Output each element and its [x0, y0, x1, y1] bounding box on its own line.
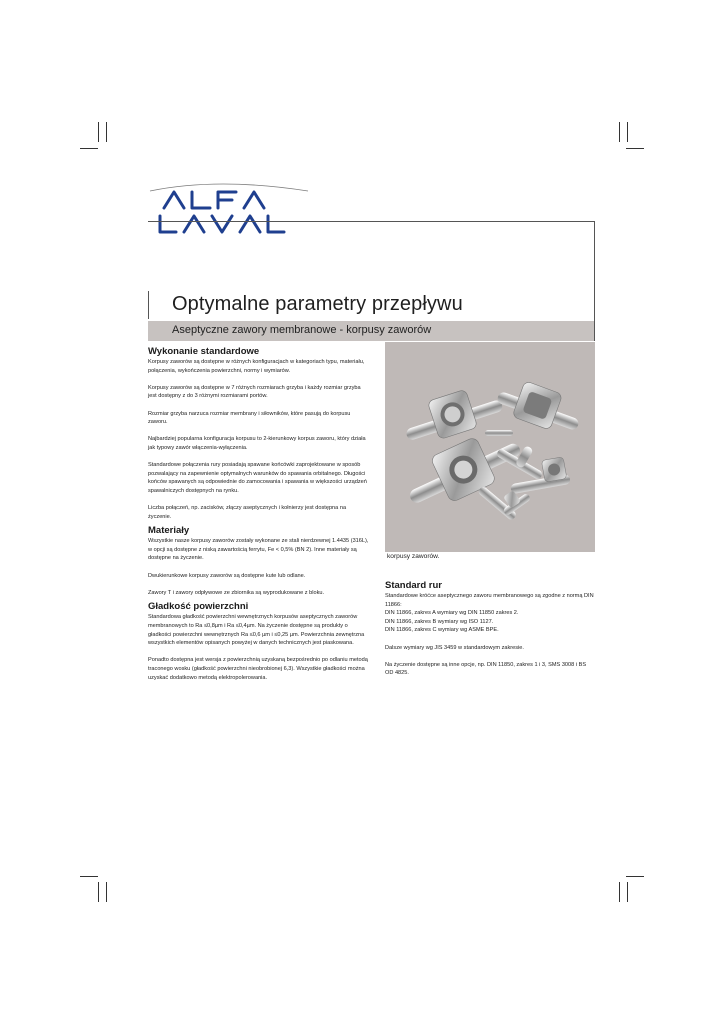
crop-mark	[80, 148, 98, 149]
paragraph: Ponadto dostępna jest wersja z powierzchnią uzyskaną bezpośrednio po odlaniu metodą traconego wosku (gładkość powierzchni nieobrobionej 6,3). Wszystkie gładkości można uzyskać dodatkowo metodą elektropolerowania.	[148, 657, 368, 681]
paragraph: Korpusy zaworów są dostępne w różnych konfiguracjach w kategoriach typu, materiału, połączenia, wykończenia powierzchni, normy i wymiarów.	[148, 359, 365, 374]
section-heading: Materiały	[148, 525, 190, 537]
crop-mark	[619, 882, 620, 902]
section-heading: Wykonanie standardowe	[148, 346, 260, 357]
paragraph: Standardowe połączenia rury posiadają spawane końcówki zaprojektowane w sposób pozwalający na zapewnienie optymalnych warunków do spawania orbitalnego. Długości końców spawanych są odpowiednie do zamocowania i spawania w większości urządzeń spawalniczych dostępnych na rynku.	[148, 462, 367, 494]
page-subtitle: Aseptyczne zawory membranowe - korpusy zaworów	[172, 324, 432, 336]
paragraph: Liczba połączeń, np. zacisków, złączy aseptycznych i kołnierzy jest dostępna na życzenie.	[148, 505, 347, 520]
alfa-laval-logo	[148, 182, 313, 244]
paragraph: Na życzenie dostępne są inne opcje, np. DIN 11850, zakres 1 i 3, SMS 3008 i BS OD 4825.	[385, 661, 587, 677]
crop-mark	[626, 148, 644, 149]
paragraph: Standardowa gładkość powierzchni wewnętrznych korpusów aseptycznych zaworów membranowych to Ra ≤0,8µm i Ra ≤0,4µm. Na życzenie dostępne są produkty o gładkości powierzchni wewnętrznych Ra ≤0,6 µm i ≤0,25 µm. Powierzchnia zewnętrzna wszystkich elementów opisanych powyżej w danych technicznych jest piaskowana.	[148, 614, 365, 647]
product-photo	[385, 342, 595, 552]
crop-mark	[626, 876, 644, 877]
section-heading: Standard rur	[385, 580, 443, 591]
valve-bodies-illustration	[385, 342, 595, 552]
figure-caption: korpusy zaworów.	[387, 553, 440, 560]
crop-mark	[627, 882, 628, 902]
section-heading: Gładkość powierzchni	[148, 601, 249, 613]
paragraph: Wszystkie nasze korpusy zaworów zostały wykonane ze stali nierdzewnej 1.4435 (316L), w opcji są dostępne z niską zawartością ferrytu, Fe < 0,5% (BN 2). Inne materiały są dostępne na życzenie.	[148, 538, 369, 562]
page-title: Optymalne parametry przepływu	[172, 293, 463, 315]
left-column	[148, 346, 370, 691]
crop-mark	[80, 876, 98, 877]
title-accent-bar	[148, 291, 149, 319]
paragraph: Rozmiar grzyba narzuca rozmiar membrany i siłowników, które pasują do korpusu zaworu.	[148, 410, 351, 426]
paragraph: Dwukierunkowe korpusy zaworów są dostępne kute lub odlane.	[148, 572, 306, 579]
paragraph: Zawory T i zawory odpływowe ze zbiornika są wyprodukowane z bloku.	[148, 589, 325, 596]
crop-mark	[106, 122, 107, 142]
paragraph: Standardowe króćce aseptycznego zaworu membranowego są zgodne z normą DIN 11866: DIN 11866, zakres A wymiary wg DIN 11850 zakres 2. DIN 11866, zakres B wymiary wg ISO 1127. DIN 11866, zakres C wymiary wg ASME BPE.	[385, 593, 594, 634]
crop-mark	[627, 122, 628, 142]
subtitle-band	[148, 321, 594, 341]
header-rule-vertical	[594, 221, 595, 341]
paragraph: Najbardziej popularna konfiguracja korpusu to 2-kierunkowy korpus zaworu, który działa jak typowy zawór włączenia-wyłączenia.	[148, 436, 366, 451]
crop-mark	[98, 122, 99, 142]
crop-mark	[619, 122, 620, 142]
paragraph: Dalsze wymiary wg JIS 3459 w standardowym zakresie.	[385, 644, 524, 651]
crop-mark	[98, 882, 99, 902]
crop-mark	[106, 882, 107, 902]
header-rule	[148, 221, 594, 222]
right-column	[385, 580, 595, 687]
paragraph: Korpusy zaworów są dostępne w 7 różnych rozmiarach grzyba i każdy rozmiar grzyba jest dostępny z do 3 różnymi rozmiarami portów.	[148, 384, 361, 400]
